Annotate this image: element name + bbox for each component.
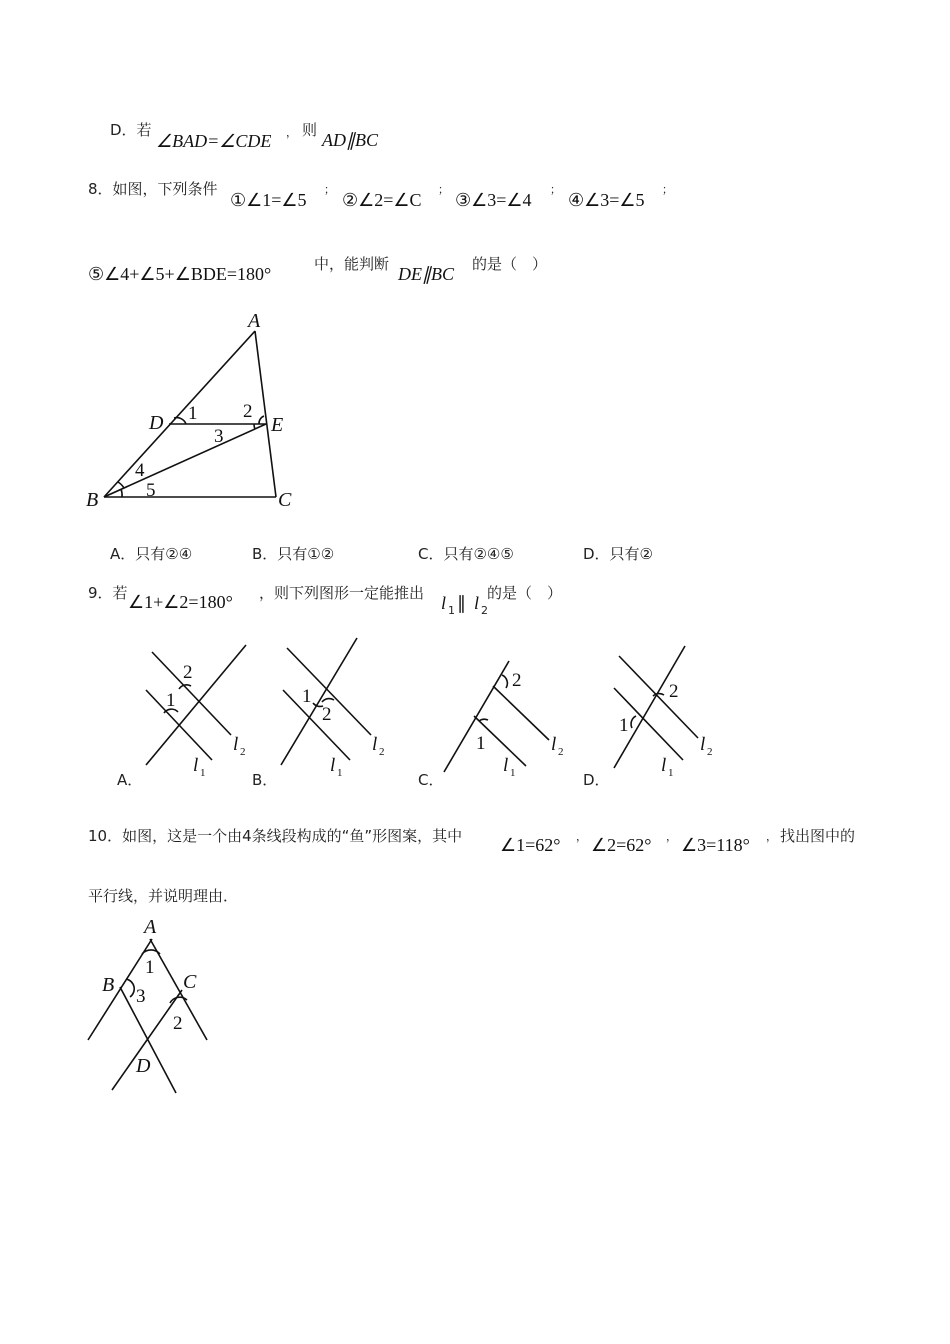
q10-angle-2: ∠2=62° [591,835,652,855]
q8-target: DE∥BC [398,264,454,284]
q8-angle-2: 2 [243,401,253,422]
q9b-angle-1: 1 [302,686,312,707]
q8-option-d[interactable]: D．只有② [583,545,653,563]
q8-option-c[interactable]: C．只有②④⑤ [418,545,514,563]
q8-condition-4: ④∠3=∠5 [568,190,645,210]
q9d-line-l1: l [661,755,667,776]
q7-option-d-sep: ， [286,126,297,139]
q8-condition-1: ①∠1=∠5 [230,190,307,210]
q8-option-a[interactable]: A．只有②④ [110,545,193,563]
q8-condition-2: ②∠2=∠C [342,190,422,210]
q9b-angle-2: 2 [322,704,332,725]
q8-angle-3: 3 [214,426,224,447]
q9b-line-l2-sub: 2 [379,746,385,758]
q9b-line-l2: l [372,734,378,755]
q8-semicolon-1: ； [324,183,335,196]
q9-target-sub2: 2 [481,604,488,617]
q9-suffix: 的是（ ） [487,584,563,602]
q10-label-a: A [144,916,157,938]
q9c-line-l1-sub: 1 [510,767,516,779]
q9-prefix: 9．若 [88,584,128,602]
q10-prefix: 10．如图，这是一个由4条线段构成的“鱼”形图案，其中 [88,827,463,845]
q9a-line-l1-sub: 1 [200,767,206,779]
q10-angle-3: ∠3=118° [681,835,750,855]
q8-semicolon-3: ； [550,183,561,196]
q9c-line-l1: l [503,755,509,776]
q9-option-b[interactable]: B． [252,771,278,789]
q9-option-c[interactable]: C． [418,771,444,789]
q8-option-b[interactable]: B．只有①② [252,545,335,563]
q9a-line-l2-sub: 2 [240,746,246,758]
q9d-angle-1: 1 [619,715,629,736]
q7-option-d-label: D．若 [110,121,152,139]
q9a-line-l1: l [193,755,199,776]
q9a-angle-1: 1 [166,690,176,711]
q9-condition: ∠1+∠2=180° [128,592,233,612]
q8-mid-text: 中，能判断 [314,255,390,273]
q9-target-parallel: ∥ [457,593,466,613]
q10-sep-3: ， [766,830,777,843]
q8-angle-4: 4 [135,460,145,481]
q9-target-l2: l [474,593,480,613]
q9b-line-l1-sub: 1 [337,767,343,779]
q8-semicolon-2: ； [438,183,449,196]
q9d-angle-2: 2 [669,681,679,702]
q9d-line-l2: l [700,734,706,755]
q9d-line-l1-sub: 1 [668,767,674,779]
q9c-line-l2-sub: 2 [558,746,564,758]
q9c-line-l2: l [551,734,557,755]
q9-mid-text: ，则下列图形一定能推出 [259,584,425,602]
q7-option-d-condition: ∠BAD=∠CDE [156,131,272,151]
q10-angle-label-1: 1 [145,957,155,978]
q8-semicolon-4: ； [662,183,673,196]
q10-line2: 平行线，并说明理由． [88,887,239,905]
q10-angle-1: ∠1=62° [500,835,561,855]
q9c-angle-1: 1 [476,733,486,754]
q9-target-sub1: 1 [448,604,455,617]
q9c-angle-2: 2 [512,670,522,691]
q8-angle-1: 1 [188,403,198,424]
q8-label-c: C [278,489,292,511]
q10-sep-1: ， [576,830,587,843]
q8-label-e: E [271,414,284,436]
q9b-line-l1: l [330,755,336,776]
q10-label-c: C [183,971,197,993]
q10-suffix: 找出图中的 [780,827,856,845]
q7-option-d-then: 则 [302,121,318,139]
q10-label-d: D [136,1055,151,1077]
q10-sep-2: ， [666,830,677,843]
q10-angle-label-3: 3 [136,986,146,1007]
q9-option-a[interactable]: A． [117,771,143,789]
q9-option-d[interactable]: D． [583,771,610,789]
q8-prefix: 8．如图，下列条件 [88,180,218,198]
q8-suffix: 的是（ ） [472,255,548,273]
q8-condition-3: ③∠3=∠4 [455,190,532,210]
q10-angle-label-2: 2 [173,1013,183,1034]
q10-label-b: B [102,974,115,996]
q8-condition-5: ⑤∠4+∠5+∠BDE=180° [88,264,272,284]
q9a-line-l2: l [233,734,239,755]
q9-target-l1: l [441,593,447,613]
q9d-line-l2-sub: 2 [707,746,713,758]
q8-label-a: A [248,310,261,332]
q8-label-b: B [86,489,99,511]
q7-option-d-conclusion: AD∥BC [322,130,378,150]
q8-angle-5: 5 [146,480,156,501]
q8-label-d: D [149,412,164,434]
q9a-angle-2: 2 [183,662,193,683]
